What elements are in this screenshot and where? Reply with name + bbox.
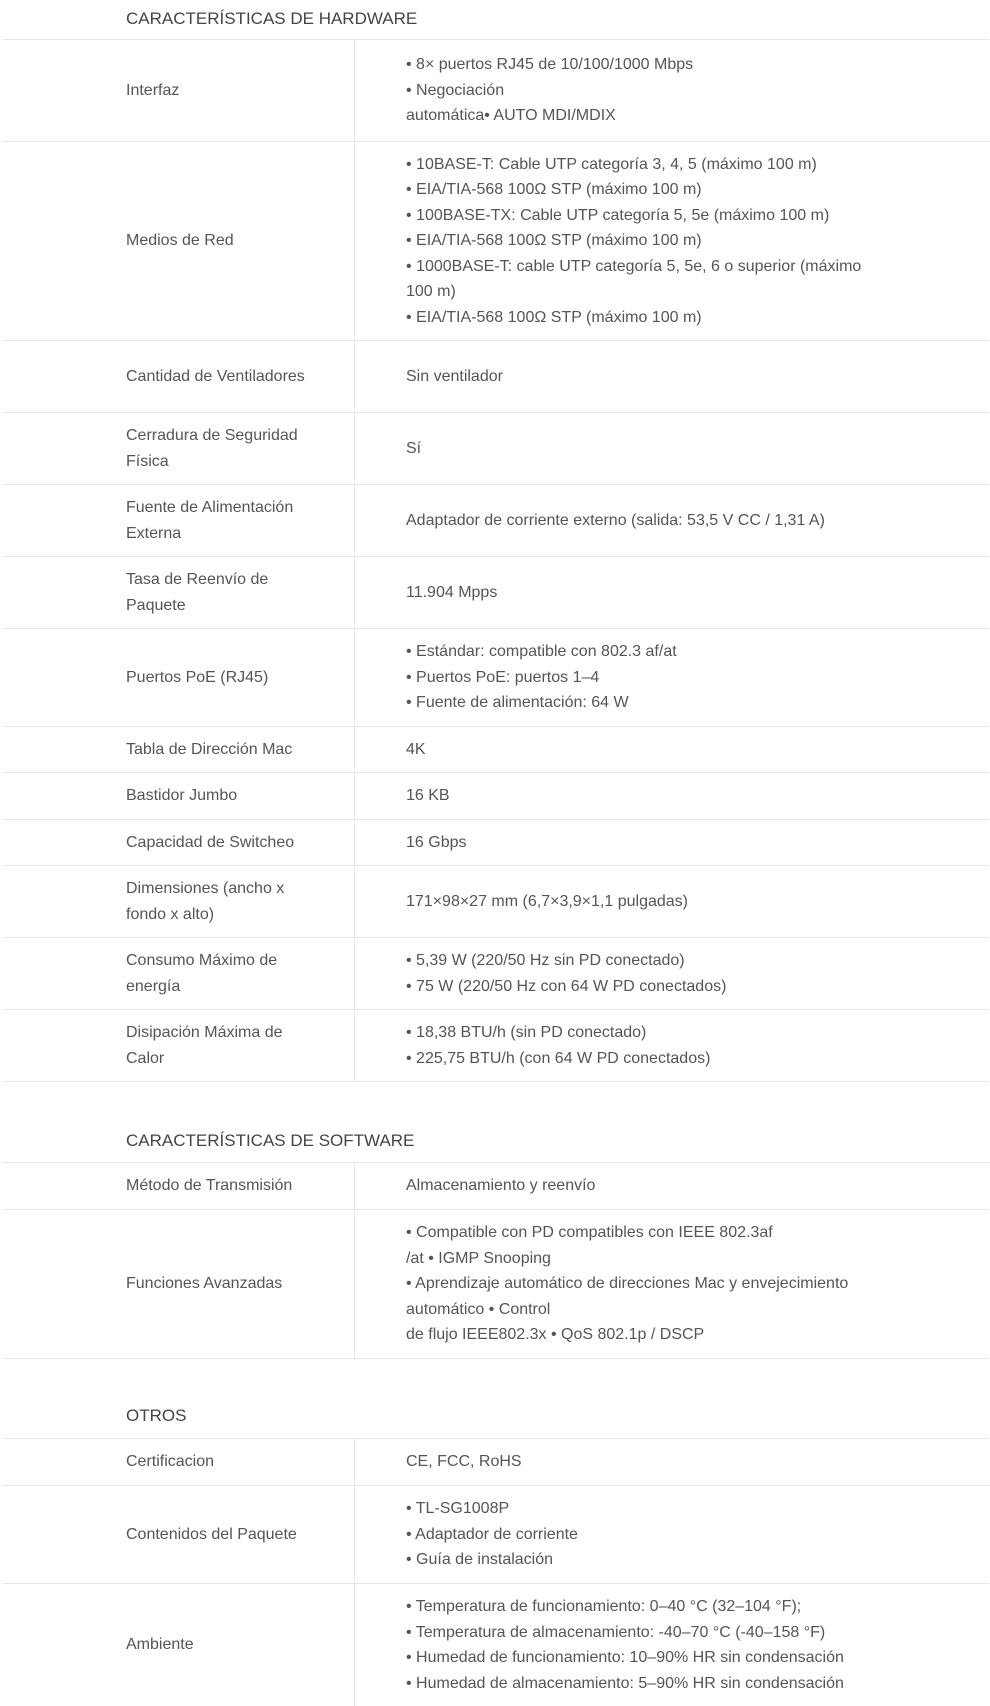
spec-value-line: • Adaptador de corriente	[406, 1525, 578, 1543]
spec-value-line: • Estándar: compatible con 802.3 af/at	[406, 643, 677, 661]
spec-label: Método de Transmisión	[3, 1163, 355, 1209]
spec-label: Dimensiones (ancho x fondo x alto)	[3, 866, 355, 937]
spec-row-capacidad-switcheo	[3, 820, 989, 866]
spec-value	[355, 1210, 989, 1358]
spec-row-disipacion	[3, 1010, 989, 1082]
spec-value-line: automática• AUTO MDI/MDIX	[406, 107, 616, 125]
spec-value-line: • Negociación	[406, 81, 505, 99]
spec-value-line: • 75 W (220/50 Hz con 64 W PD conectados)	[406, 977, 727, 995]
spec-value	[355, 1010, 989, 1081]
spec-row-metodo-transmision	[3, 1163, 989, 1210]
spec-value	[355, 773, 989, 819]
spec-label: Interfaz	[3, 40, 355, 141]
spec-label: Certificacion	[3, 1439, 355, 1485]
spec-value-line: • Fuente de alimentación: 64 W	[406, 694, 629, 712]
spec-label: Tasa de Reenvío de Paquete	[3, 557, 355, 628]
spec-label: Fuente de Alimentación Externa	[3, 485, 355, 556]
spec-row-ambiente	[3, 1584, 989, 1706]
spec-row-funciones-avanzadas	[3, 1210, 989, 1359]
spec-value-line: 4K	[406, 740, 426, 758]
spec-label: Tabla de Dirección Mac	[3, 727, 355, 772]
spec-value	[355, 557, 989, 628]
section-title: CARACTERÍSTICAS DE HARDWARE	[3, 0, 989, 40]
spec-value-line: Sí	[406, 439, 422, 457]
spec-value	[355, 727, 989, 772]
spec-value-line: CE, FCC, RoHS	[406, 1453, 522, 1471]
spec-value	[355, 1163, 989, 1209]
spec-label: Disipación Máxima de Calor	[3, 1010, 355, 1081]
spec-row-ventiladores	[3, 341, 989, 413]
spec-value-line: • Temperatura de almacenamiento: -40–70 °C (-40–158 °F)	[406, 1623, 826, 1641]
spec-value	[355, 1439, 989, 1485]
spec-value-line: • 100BASE-TX: Cable UTP categoría 5, 5e (máximo 100 m)	[406, 206, 830, 224]
spec-value-line: • Humedad de almacenamiento: 5–90% HR sin condensación	[406, 1674, 844, 1692]
spec-row-medios-de-red	[3, 142, 989, 341]
spec-value-line: de flujo IEEE802.3x • QoS 802.1p / DSCP	[406, 1326, 705, 1344]
spec-value	[355, 629, 989, 726]
spec-row-tabla-mac	[3, 727, 989, 773]
spec-label: Cantidad de Ventiladores	[3, 341, 355, 412]
spec-value-line: 16 Gbps	[406, 833, 467, 851]
spec-value-line: 11.904 Mpps	[406, 583, 498, 601]
spec-label: Bastidor Jumbo	[3, 773, 355, 819]
spec-label: Ambiente	[3, 1584, 355, 1706]
spec-row-cerradura	[3, 413, 989, 485]
spec-value-line: • Humedad de funcionamiento: 10–90% HR sin condensación	[406, 1649, 844, 1666]
section-hardware	[3, 0, 989, 1082]
spec-label: Capacidad de Switcheo	[3, 820, 355, 865]
spec-value-line: /at • IGMP Snooping	[406, 1249, 551, 1267]
section-software	[3, 1120, 989, 1359]
spec-label: Puertos PoE (RJ45)	[3, 629, 355, 726]
spec-row-interfaz	[3, 40, 989, 142]
spec-value-line: • 225,75 BTU/h (con 64 W PD conectados)	[406, 1049, 711, 1067]
spec-value-line: • EIA/TIA-568 100Ω STP (máximo 100 m)	[406, 181, 702, 199]
spec-value	[355, 866, 989, 937]
section-title: CARACTERÍSTICAS DE SOFTWARE	[3, 1120, 989, 1163]
spec-value	[355, 938, 989, 1009]
spec-label: Cerradura de Seguridad Física	[3, 413, 355, 484]
spec-label: Medios de Red	[3, 142, 355, 340]
spec-row-tasa-reenvio	[3, 557, 989, 629]
spec-row-puertos-poe	[3, 629, 989, 727]
spec-label: Consumo Máximo de energía	[3, 938, 355, 1009]
spec-value-line: • 5,39 W (220/50 Hz sin PD conectado)	[406, 952, 685, 969]
spec-value-line: Adaptador de corriente externo (salida: 53,5 V CC / 1,31 A)	[406, 511, 825, 529]
spec-row-bastidor-jumbo	[3, 773, 989, 820]
spec-row-certificacion	[3, 1439, 989, 1486]
spec-value	[355, 1584, 989, 1706]
spec-label: Funciones Avanzadas	[3, 1210, 355, 1358]
spec-label: Contenidos del Paquete	[3, 1486, 355, 1583]
spec-value-line: • Puertos PoE: puertos 1–4	[406, 668, 600, 686]
spec-value-line: Sin ventilador	[406, 367, 503, 385]
spec-value-line: • 18,38 BTU/h (sin PD conectado)	[406, 1024, 647, 1041]
spec-row-fuente-alimentacion	[3, 485, 989, 557]
spec-value-line: 171×98×27 mm (6,7×3,9×1,1 pulgadas)	[406, 892, 688, 910]
spec-row-dimensiones	[3, 866, 989, 938]
spec-value	[355, 1486, 989, 1583]
spec-value	[355, 341, 989, 412]
spec-value-line: • EIA/TIA-568 100Ω STP (máximo 100 m)	[406, 308, 702, 326]
spec-value-line: • EIA/TIA-568 100Ω STP (máximo 100 m)	[406, 232, 702, 250]
spec-value	[355, 485, 989, 556]
spec-value-line: Almacenamiento y reenvío	[406, 1177, 596, 1195]
spec-row-consumo	[3, 938, 989, 1010]
spec-value	[355, 820, 989, 865]
spec-value-line: 16 KB	[406, 787, 450, 805]
spec-value-line: • 8× puertos RJ45 de 10/100/1000 Mbps	[406, 56, 694, 74]
spec-value-line: • TL-SG1008P	[406, 1500, 510, 1518]
spec-value-line: • Temperatura de funcionamiento: 0–40 °C (32–104 °F);	[406, 1598, 802, 1615]
spec-value-line: • Aprendizaje automático de direcciones Mac y envejecimiento automático • Control	[406, 1275, 849, 1318]
spec-value-line: • Compatible con PD compatibles con IEEE 802.3af	[406, 1224, 773, 1242]
spec-value	[355, 413, 989, 484]
spec-value	[355, 142, 989, 340]
section-otros	[3, 1395, 989, 1706]
spec-value-line: • 10BASE-T: Cable UTP categoría 3, 4, 5 (máximo 100 m)	[406, 155, 817, 173]
spec-value	[355, 40, 989, 141]
section-title: OTROS	[3, 1395, 989, 1439]
spec-value-line: • Guía de instalación	[406, 1551, 554, 1569]
spec-value-line: • 1000BASE-T: cable UTP categoría 5, 5e, 6 o superior (máximo 100 m)	[406, 257, 862, 301]
spec-row-contenidos-paquete	[3, 1486, 989, 1584]
